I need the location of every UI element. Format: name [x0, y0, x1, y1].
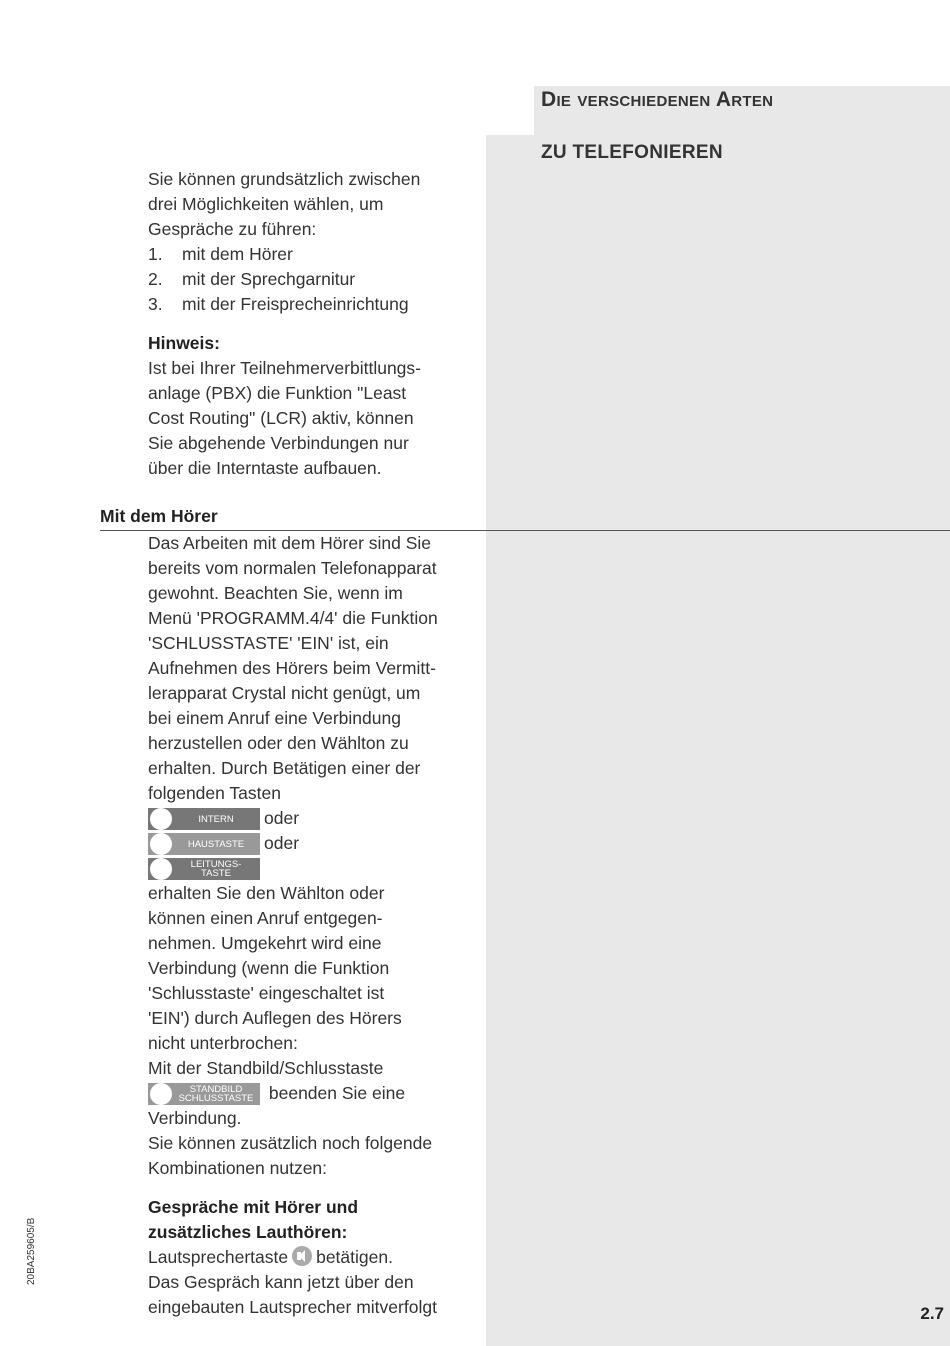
gray-side-panel [486, 135, 950, 1346]
para-line: Das Arbeiten mit dem Hörer sind Sie [148, 533, 432, 553]
page-subtitle: ZU TELEFONIEREN [541, 142, 723, 163]
sub-heading-line: Gespräche mit Hörer und [148, 1197, 359, 1217]
hinweis-line: Cost Routing" (LCR) aktiv, können [148, 408, 414, 428]
speaker-line: Lautsprechertaste betätigen. [148, 1247, 393, 1267]
page-number: 2.7 [920, 1304, 944, 1323]
key-row-haustaste: HAUSTASTE oder [148, 831, 438, 856]
list-item: 1. mit dem Hörer [148, 244, 293, 264]
para-line: lerapparat Crystal nicht genügt, um [148, 683, 421, 703]
list-item: 3. mit der Freisprecheinrichtung [148, 294, 409, 314]
document-code: 20BA259605/B [26, 1217, 37, 1285]
speaker-icon [292, 1246, 312, 1266]
intern-key-icon: INTERN [148, 808, 260, 830]
hinweis-line: anlage (PBX) die Funktion "Least [148, 383, 407, 403]
leitungstaste-key-icon: LEITUNGS- TASTE [148, 858, 260, 880]
para-line: eingebauten Lautsprecher mitverfolgt [148, 1297, 437, 1317]
para-line: nehmen. Umgekehrt wird eine [148, 933, 382, 953]
para-line: Aufnehmen des Hörers beim Vermitt- [148, 658, 436, 678]
para-line: Mit der Standbild/Schlusstaste [148, 1058, 384, 1078]
section-heading: Mit dem Hörer [100, 506, 218, 526]
hinweis-line: Sie abgehende Verbindungen nur [148, 433, 409, 453]
hinweis-line: über die Interntaste aufbauen. [148, 458, 382, 478]
key-row-intern: INTERN oder [148, 806, 438, 831]
para-line: Verbindung (wenn die Funktion [148, 958, 390, 978]
para-line: gewohnt. Beachten Sie, wenn im [148, 583, 403, 603]
para-line: 'EIN') durch Auflegen des Hörers [148, 1008, 402, 1028]
key-row-leitungstaste [148, 856, 438, 881]
key-row-standbild: STANDBILD SCHLUSSTASTE beenden Sie eine [148, 1081, 438, 1106]
para-line: folgenden Tasten [148, 783, 281, 803]
sub-heading-line: zusätzliches Lauthören: [148, 1222, 348, 1242]
hinweis-line: Ist bei Ihrer Teilnehmerverbittlungs- [148, 358, 421, 378]
para-line: bei einem Anruf eine Verbindung [148, 708, 401, 728]
para-line: 'Schlusstaste' eingeschaltet ist [148, 983, 385, 1003]
para-line: können einen Anruf entgegen- [148, 908, 383, 928]
para-line: bereits vom normalen Telefonapparat [148, 558, 437, 578]
para-line: Verbindung. [148, 1108, 242, 1128]
para-line: Kombinationen nutzen: [148, 1158, 328, 1178]
para-line: nicht unterbrochen: [148, 1033, 298, 1053]
para-line: Sie können zusätzlich noch folgende [148, 1133, 433, 1153]
intro-line: drei Möglichkeiten wählen, um [148, 194, 384, 214]
haustaste-key-icon: HAUSTASTE [148, 833, 260, 855]
hinweis-block [148, 331, 421, 481]
hinweis-heading: Hinweis: [148, 333, 220, 353]
standbild-key-icon: STANDBILD SCHLUSSTASTE [148, 1083, 260, 1105]
para-line: Menü 'PROGRAMM.4/4' die Funktion [148, 608, 438, 628]
intro-block [148, 167, 420, 317]
section-body [148, 531, 438, 1320]
list-item: 2. mit der Sprechgarnitur [148, 269, 356, 289]
intro-line: Sie können grundsätzlich zwischen [148, 169, 421, 189]
para-line: 'SCHLUSSTASTE' 'EIN' ist, ein [148, 633, 389, 653]
para-line: erhalten. Durch Betätigen einer der [148, 758, 421, 778]
page-title: Die verschiedenen Arten [541, 88, 774, 111]
para-line: erhalten Sie den Wählton oder [148, 883, 385, 903]
para-line: Das Gespräch kann jetzt über den [148, 1272, 414, 1292]
para-line: herzustellen oder den Wählton zu [148, 733, 409, 753]
intro-line: Gespräche zu führen: [148, 219, 317, 239]
